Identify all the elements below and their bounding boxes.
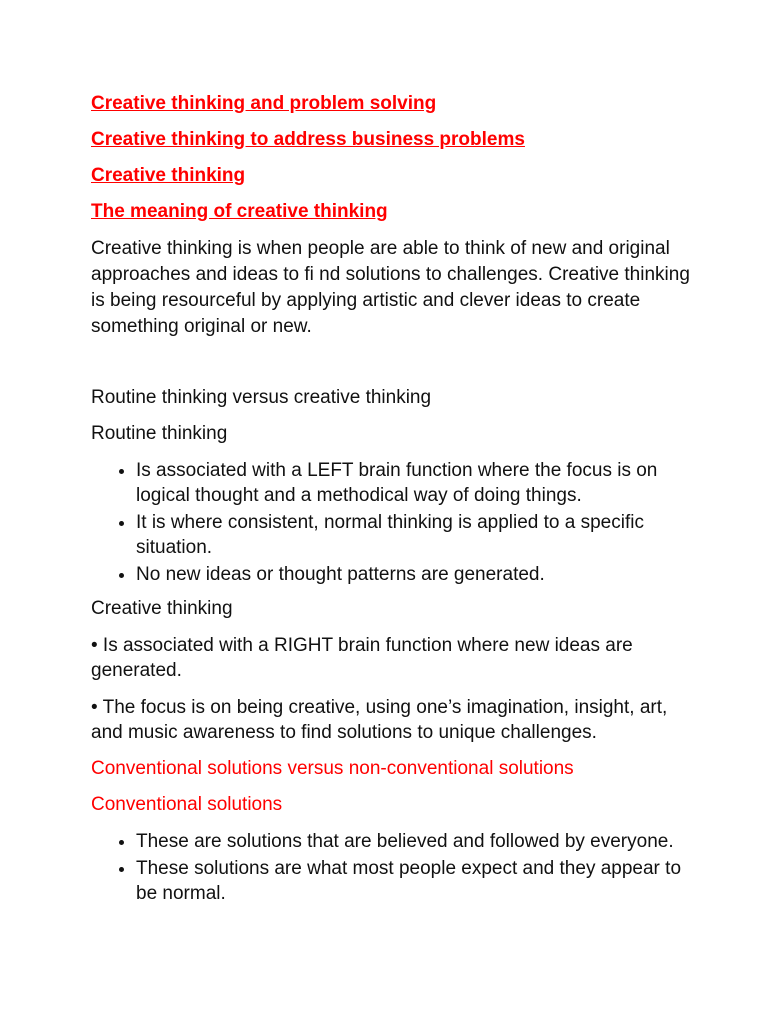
routine-vs-creative-line: Routine thinking versus creative thinking [91, 387, 432, 408]
intro-paragraph: Creative thinking is when people are able to think of new and original approaches and ideas to fi nd solutions to challenges. Creative thinking is being resourceful by applying artistic and clever ideas to create something original or new. [91, 238, 690, 337]
conventional-solutions-heading: Conventional solutions [91, 794, 283, 815]
routine-thinking-title: Routine thinking [91, 423, 228, 444]
creative-thinking-point-2: • The focus is on being creative, using one’s imagination, insight, art, and music awareness to find solutions to unique challenges. [91, 697, 668, 743]
conventional-vs-nonconventional-heading: Conventional solutions versus non-conventional solutions [91, 758, 574, 779]
list-item: • These solutions are what most people expect and they appear to be normal. [136, 856, 698, 906]
creative-thinking-point-1: • Is associated with a RIGHT brain function where new ideas are generated. [91, 635, 633, 681]
list-item: • No new ideas or thought patterns are generated. [136, 562, 698, 587]
heading-creative-thinking-problem-solving: Creative thinking and problem solving [91, 93, 437, 114]
heading-business-problems: Creative thinking to address business problems [91, 129, 525, 150]
heading-meaning-creative-thinking: The meaning of creative thinking [91, 201, 388, 222]
conventional-solutions-list [91, 829, 698, 906]
section-spacer [91, 352, 698, 386]
list-item: • These are solutions that are believed and followed by everyone. [136, 829, 698, 854]
list-item: • It is where consistent, normal thinking is applied to a specific situation. [136, 510, 698, 560]
heading-creative-thinking: Creative thinking [91, 165, 246, 186]
list-item: • Is associated with a LEFT brain function where the focus is on logical thought and a methodical way of doing things. [136, 458, 698, 508]
routine-thinking-list [91, 458, 698, 587]
creative-thinking-title: Creative thinking [91, 598, 233, 619]
